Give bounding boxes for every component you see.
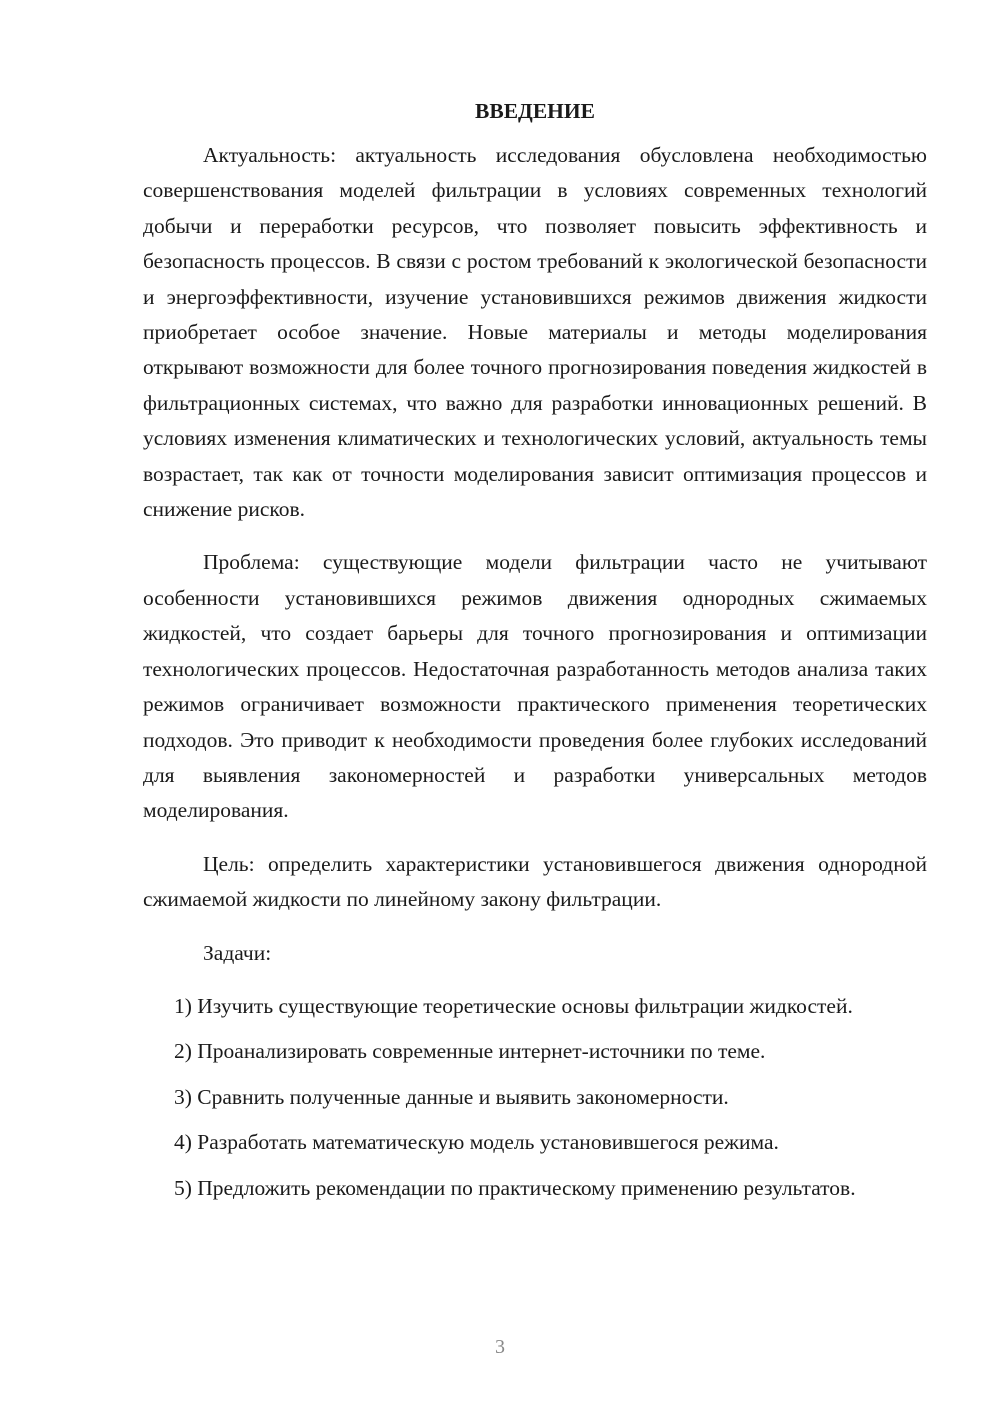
task-item: 5) Предложить рекомендации по практическому применению результатов. — [174, 1175, 856, 1200]
task-item: 3) Сравнить полученные данные и выявить закономерности. — [174, 1084, 729, 1109]
paragraph-problem: Проблема: существующие модели фильтрации часто не учитывают особенности установившихся режимов движения однородных сжимаемых жидкостей, что создает барьеры для точного прогнозирования и оптимизации технологических процессов. Недостаточная разработанность методов анализа таких режимов ограничивает возможности практического применения теоретических подходов. Это приводит к необходимости проведения более глубоких исследований для выявления закономерностей и разработки универсальных методов моделирования. — [143, 550, 927, 823]
section-heading: ВВЕДЕНИЕ — [475, 99, 595, 123]
task-item: 2) Проанализировать современные интернет-источники по теме. — [174, 1039, 766, 1064]
paragraph-goal: Цель: определить характеристики установившегося движения однородной сжимаемой жидкости по линейному закону фильтрации. — [143, 851, 927, 912]
paragraph-relevance: Актуальность: актуальность исследования обусловлена необходимостью совершенствования моделей фильтрации в условиях современных технологий добычи и переработки ресурсов, что позволяет повысить эффективность и безопасность процессов. В связи с ростом требований к экологической безопасности и энергоэффективности, изучение установившихся режимов движения жидкости приобретает особое значение. Новые материалы и методы моделирования открывают возможности для более точного прогнозирования поведения жидкостей в фильтрационных системах, что важно для разработки инновационных решений. В условиях изменения климатических и технологических условий, актуальность темы возрастает, так как от точности моделирования зависит оптимизация процессов и снижение рисков. — [143, 143, 927, 522]
tasks-label: Задачи: — [203, 940, 272, 965]
task-item: 4) Разработать математическую модель установившегося режима. — [174, 1130, 779, 1155]
task-item: 1) Изучить существующие теоретические основы фильтрации жидкостей. — [174, 993, 853, 1018]
page-number: 3 — [495, 1336, 505, 1358]
page-content — [143, 94, 927, 1216]
